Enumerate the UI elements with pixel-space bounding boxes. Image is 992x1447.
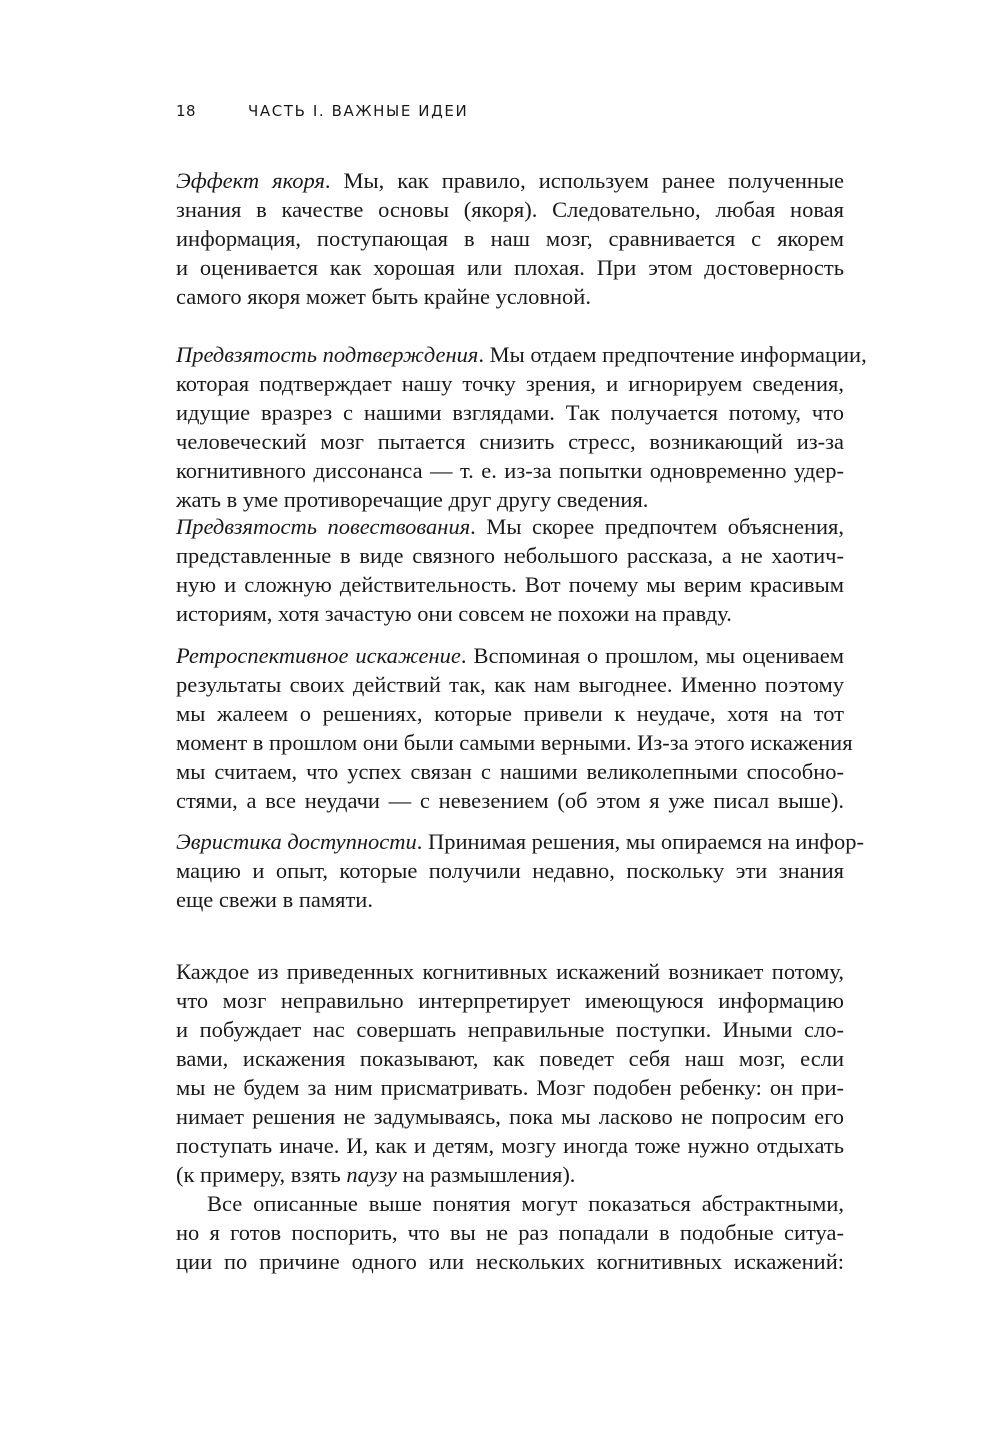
- text-line: и побуждает нас совершать неправильные поступки. Иными сло-: [176, 1017, 844, 1042]
- term-italic: Предвзятость повествования: [176, 514, 471, 539]
- text-line: жать в уме противоречащие друг другу сведения.: [176, 487, 649, 512]
- emphasis-italic: паузу: [346, 1162, 397, 1187]
- text-line: историям, хотя зачастую они совсем не похожи на правду.: [176, 601, 732, 626]
- term-italic: Эвристика доступности: [176, 829, 417, 854]
- text-line: Ретроспективное искажение. Вспоминая о прошлом, мы оцениваем: [176, 643, 844, 668]
- text-line: и оценивается как хорошая или плохая. При этом достоверность: [176, 255, 844, 280]
- text-line: Каждое из приведенных когнитивных искажений возникает потому,: [176, 959, 844, 984]
- text-line: самого якоря может быть крайне условной.: [176, 284, 591, 309]
- text-line: мы не будем за ним присматривать. Мозг подобен ребенку: он при-: [176, 1075, 844, 1100]
- text-line: когнитивного диссонанса — т. е. из-за попытки одновременно удер-: [176, 458, 844, 483]
- text-line: человеческий мозг пытается снизить стресс, возникающий из-за: [176, 429, 844, 454]
- text-line: нимает решения не задумываясь, пока мы ласково не попросим его: [176, 1104, 844, 1129]
- text-line: мы считаем, что успех связан с нашими великолепными способно-: [176, 759, 844, 784]
- text-line: ную и сложную действительность. Вот почему мы верим красивым: [176, 572, 844, 597]
- text-line: Предвзятость подтверждения. Мы отдаем предпочтение информации,: [176, 342, 867, 367]
- text-line: знания в качестве основы (якоря). Следовательно, любая новая: [176, 197, 844, 222]
- text-line: Предвзятость повествования. Мы скорее предпочтем объяснения,: [176, 514, 844, 539]
- text-line: Все описанные выше понятия могут показаться абстрактными,: [207, 1191, 844, 1216]
- text-line: представленные в виде связного небольшого рассказа, а не хаотич-: [176, 543, 844, 568]
- text-line: что мозг неправильно интерпретирует имеющуюся информацию: [176, 988, 844, 1013]
- text-line: информация, поступающая в наш мозг, сравнивается с якорем: [176, 226, 844, 251]
- text-line: ции по причине одного или нескольких когнитивных искажений:: [176, 1249, 844, 1274]
- text-line: вами, искажения показывают, как поведет себя наш мозг, если: [176, 1046, 844, 1071]
- running-title: ЧАСТЬ I. ВАЖНЫЕ ИДЕИ: [248, 102, 469, 120]
- text-line: Эффект якоря. Мы, как правило, используем ранее полученные: [176, 168, 845, 193]
- text-line: стями, а все неудачи — с невезением (об этом я уже писал выше).: [176, 788, 844, 813]
- text-line: мы жалеем о решениях, которые привели к неудаче, хотя на тот: [176, 701, 844, 726]
- term-italic: Предвзятость подтверждения: [176, 342, 479, 367]
- text-line: но я готов поспорить, что вы не раз попадали в подобные ситуа-: [176, 1220, 844, 1245]
- text-line: идущие вразрез с нашими взглядами. Так получается потому, что: [176, 400, 844, 425]
- text-line: еще свежи в памяти.: [176, 887, 373, 912]
- page-number: 18: [176, 102, 197, 120]
- term-italic: Ретроспективное искажение: [176, 643, 461, 668]
- text-line: (к примеру, взять паузу на размышления).: [176, 1162, 576, 1187]
- text-line: момент в прошлом они были самыми верными. Из-за этого искажения: [176, 730, 853, 755]
- text-line: поступать иначе. И, как и детям, мозгу иногда тоже нужно отдыхать: [176, 1133, 844, 1158]
- text-line: Эвристика доступности. Принимая решения, мы опираемся на инфор-: [176, 829, 864, 854]
- text-line: результаты своих действий так, как нам выгоднее. Именно поэтому: [176, 672, 844, 697]
- text-line: которая подтверждает нашу точку зрения, и игнорируем сведения,: [176, 371, 844, 396]
- text-line: мацию и опыт, которые получили недавно, поскольку эти знания: [176, 858, 844, 883]
- term-italic: Эффект якоря: [176, 168, 325, 193]
